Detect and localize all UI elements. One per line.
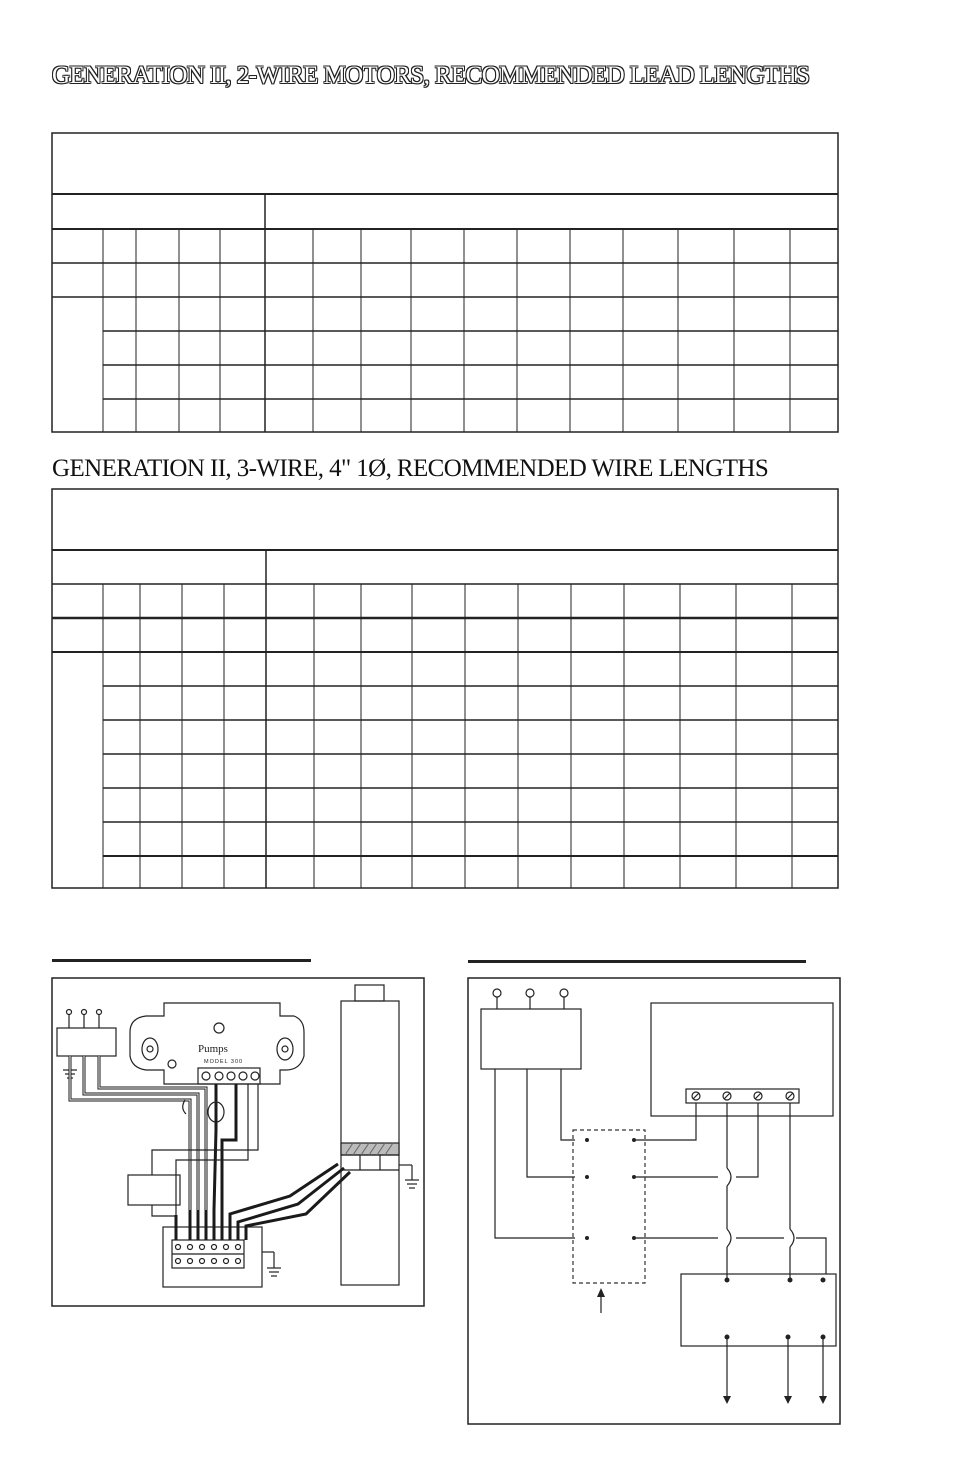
controller-model-label: MODEL 300 — [204, 1059, 244, 1065]
controller-brand-label: Pumps — [198, 1043, 228, 1055]
motor-terminal-box — [681, 1274, 836, 1346]
dashed-relay-box — [573, 1130, 645, 1283]
two-wire-table-heading: GENERATION II, 2-WIRE MOTORS, RECOMMENDED LEAD LENGTHS — [52, 62, 810, 89]
disconnect-box — [481, 1009, 581, 1069]
three-wire-table-heading: GENERATION II, 3-WIRE, 4" 1Ø, RECOMMENDED WIRE LENGTHS — [52, 455, 769, 482]
control-box — [651, 1003, 833, 1116]
